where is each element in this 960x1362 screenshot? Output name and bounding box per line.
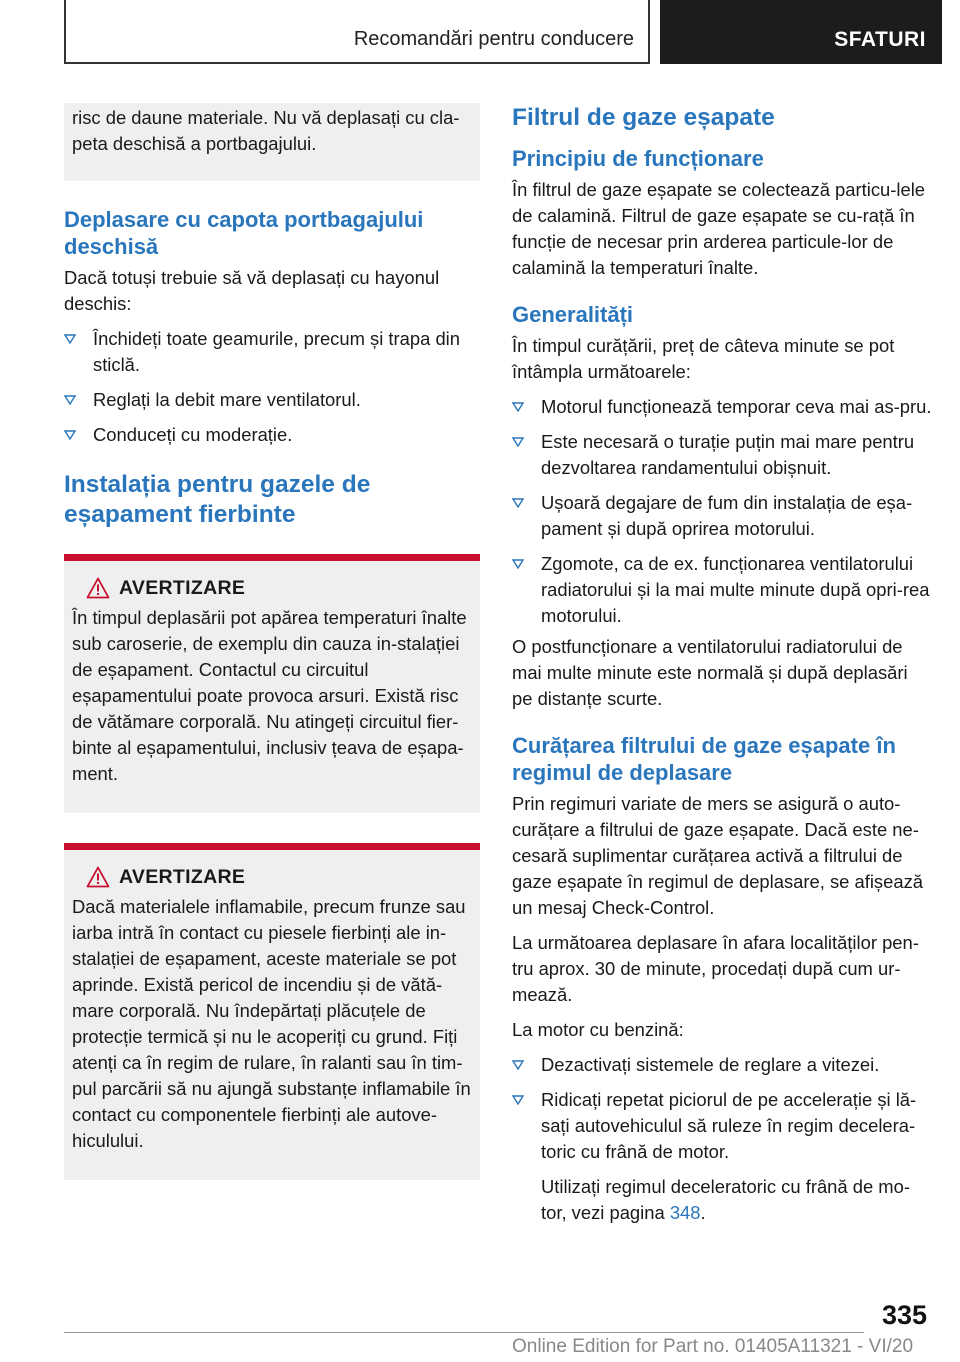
triangle-bullet-icon [512,437,524,447]
warning-header [72,866,472,892]
list-item-text: Ușoară degajare de fum din instalația de eșa‐pament și după oprirea motorului. [541,492,913,539]
bullet-list [512,394,932,629]
bullet-list [512,1052,932,1165]
sub-heading: Curățarea filtrului de gaze eșapate în regimul de deplasare [512,733,896,785]
section-title: SFATURI [834,28,926,51]
list-item [512,429,932,481]
warning-box [64,554,480,813]
list-item-text: Închideți toate geamurile, precum și trapa din sticlă. [93,328,460,375]
intro-text: risc de daune materiale. Nu vă deplasați cu cla‐peta deschisă a portbagajului. [72,107,460,154]
list-item-text: Conduceți cu moderație. [93,424,293,445]
note-text: Utilizați regimul deceleratoric cu frână de mo‐tor, vezi pagina [541,1176,910,1223]
list-item-text: Ridicați repetat piciorul de pe accelerație și lă‐sați autovehiculul să ruleze în regim decelera‐toric cu frână de motor. [541,1089,917,1162]
note-paragraph [512,1174,932,1226]
list-item [512,490,932,542]
warning-text: Dacă materialele inflamabile, precum frunze sau iarba intră în contact cu piesele fierbinți ale in‐stalației de eșapament, aceste materiale se pot aprinde. Există pericol de incendiu și de vătă‐mare corporală. Nu îndepărtați plăcuțele de protecție termică și nu le acoperiți cu grund. Fiți atenți ca în regim de rulare, în ralanti sau în tim‐pul parcării să nu ajungă substanțe inflamabile în contact cu componentele fierbinți ale autove‐hiculului. [72,896,471,1151]
list-item [512,1052,932,1078]
triangle-bullet-icon [64,334,76,344]
triangle-bullet-icon [64,430,76,440]
list-item [64,387,480,413]
triangle-bullet-icon [64,395,76,405]
list-item [512,551,932,629]
list-item-text: Dezactivați sistemele de reglare a vitezei. [541,1054,880,1075]
warning-triangle-icon [86,577,110,599]
right-column [512,103,932,1226]
chapter-title: Recomandări pentru conducere [353,28,634,50]
list-item-text: Motorul funcționează temporar ceva mai as‐pru. [541,396,932,417]
continued-warning-box [64,103,480,181]
page-number: 335 [881,1300,927,1330]
list-item [64,326,480,378]
note-end: . [700,1202,706,1223]
header-chapter-box [64,0,650,64]
paragraph: Dacă totuși trebuie să vă deplasați cu hayonul deschis: [64,267,440,314]
paragraph: Prin regimuri variate de mers se asigură o auto‐curățare a filtrului de gaze eșapate. Dacă este ne‐cesară suplimentar curățarea activă a filtrului de gaze eșapate în regimul de deplasare, se afișează un mesaj Check-Control. [512,793,923,918]
paragraph: O postfuncționare a ventilatorului radiatorului de mai multe minute este normală și după deplasări pe distanțe scurte. [512,636,908,709]
list-item [512,394,932,420]
paragraph: În timpul curățării, preț de câteva minute se pot întâmpla următoarele: [512,335,895,382]
warning-triangle-icon [86,866,110,888]
main-heading: Filtrul de gaze eșapate [512,104,775,131]
warning-box [64,843,480,1180]
section-heading: Deplasare cu capota portbagajului deschisă [64,207,424,259]
page-reference-link[interactable]: 348 [669,1202,701,1223]
triangle-bullet-icon [512,1095,524,1105]
warning-header [72,577,472,603]
list-item-text: Zgomote, ca de ex. funcționarea ventilatorului radiatorului și la mai multe minute după opri‐rea motorului. [541,553,930,626]
triangle-bullet-icon [512,1060,524,1070]
section-heading: Instalația pentru gazele de eșapament fierbinte [64,471,371,528]
paragraph: La următoarea deplasare în afara localităților pen‐tru aprox. 30 de minute, procedați după cum ur‐mează. [512,932,919,1005]
left-column [64,103,480,1180]
triangle-bullet-icon [512,559,524,569]
sub-heading: Generalități [512,302,634,327]
bullet-list [64,326,480,448]
paragraph: În filtrul de gaze eșapate se colectează particu‐lele de calamină. Filtrul de gaze eșapate se cu‐rață în funcție de necesar prin arderea particule‐lor de calamină la temperaturi înalte. [512,179,926,278]
warning-text: În timpul deplasării pot apărea temperaturi înalte sub caroserie, de exemplu din cauza in‐stalației de eșapament. Contactul cu circuitul eșapamentului poate provoca arsuri. Există risc de vătămare corporală. Nu atingeți circuitul fier‐binte al eșapamentului, inclusiv țeava de eșapa‐ment. [72,607,467,784]
list-item [64,422,480,448]
paragraph: La motor cu benzină: [512,1019,684,1040]
list-item [512,1087,932,1165]
list-item-text: Este necesară o turație puțin mai mare pentru dezvoltarea randamentului obișnuit. [541,431,915,478]
warning-label: AVERTIZARE [119,577,246,599]
triangle-bullet-icon [512,402,524,412]
triangle-bullet-icon [512,498,524,508]
warning-label: AVERTIZARE [119,866,246,888]
footer-divider [64,1332,864,1333]
edition-text: Online Edition for Part no. 01405A11321 - VI/20 [512,1336,914,1357]
header-section-box [660,0,942,64]
list-item-text: Reglați la debit mare ventilatorul. [93,389,361,410]
sub-heading: Principiu de funcționare [512,146,764,171]
